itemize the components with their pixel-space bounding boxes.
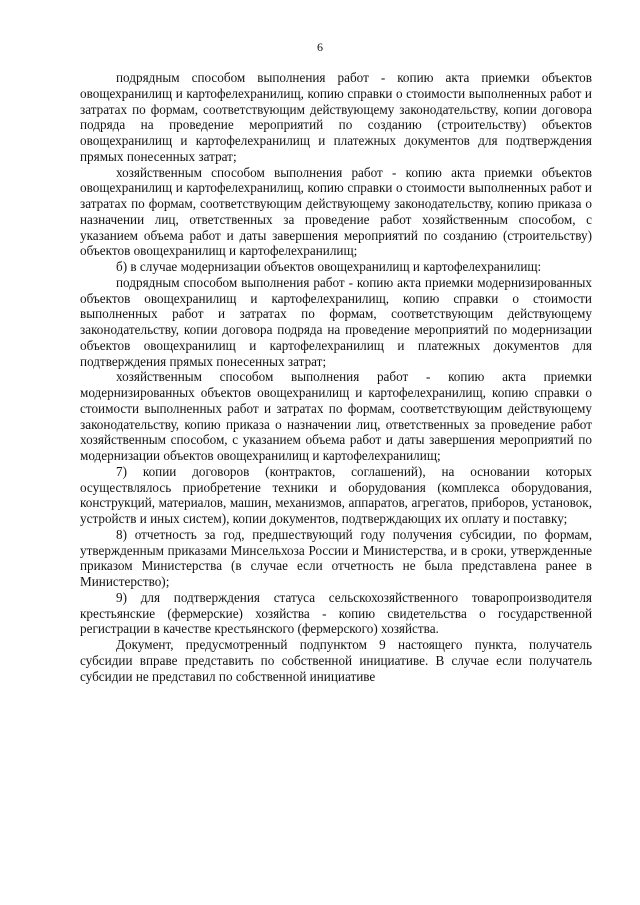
paragraph-own-method-modernization: хозяйственным способом выполнения работ - копию акта приемки модернизированных объектов овощехранилищ и картофелехранилищ, копию справки о стоимости выполненных работ и затратах по формам, соответствующим действующему законодательству, копию приказа о назначении лиц, ответственных за проведение работ хозяйственным способом, с указанием объема работ и даты завершения мероприятий по модернизации объектов овощехранилищ и картофелехранилищ; [80, 369, 592, 463]
document-body [80, 70, 592, 684]
paragraph-item-9: 9) для подтверждения статуса сельскохозяйственного товаропроизводителя крестьянские (фермерские) хозяйства - копию свидетельства о государственной регистрации в качестве крестьянского (фермерского) хозяйства. [80, 589, 592, 637]
paragraph-document-note: Документ, предусмотренный подпунктом 9 настоящего пункта, получатель субсидии вправе представить по собственной инициативе. В случае если получатель субсидии не представил по собственной инициативе [80, 637, 592, 684]
paragraph-contract-method-creation: подрядным способом выполнения работ - копию акта приемки объектов овощехранилищ и картофелехранилищ, копию справки о стоимости выполненных работ и затратах по формам, соответствующим действующему законодательству, копии договора подряда на проведение мероприятий по созданию (строительству) объектов овощехранилищ и картофелехранилищ и платежных документов для подтверждения прямых понесенных затрат; [80, 70, 592, 164]
paragraph-item-7: 7) копии договоров (контрактов, соглашений), на основании которых осуществлялось приобретение техники и оборудования (комплекса оборудования, конструкций, материалов, машин, механизмов, аппаратов, агрегатов, приборов, установок, устройств и иных систем), копии документов, подтверждающих их оплату и поставку; [80, 463, 592, 526]
paragraph-item-6b: б) в случае модернизации объектов овощехранилищ и картофелехранилищ: [116, 259, 542, 274]
paragraph-own-method-creation: хозяйственным способом выполнения работ - копию акта приемки объектов овощехранилищ и картофелехранилищ, копию справки о стоимости выполненных работ и затратах по формам, соответствующим действующему законодательству, копию приказа о назначении лиц, ответственных за проведение работ хозяйственным способом, с указанием объема работ и даты завершения мероприятий по созданию (строительству) объектов овощехранилищ и картофелехранилищ; [80, 164, 592, 259]
page-number: 6 [317, 40, 323, 54]
paragraph-contract-method-modernization: подрядным способом выполнения работ - копию акта приемки модернизированных объектов овощехранилищ и картофелехранилищ, копию справки о стоимости выполненных работ и затратах по формам, соответствующим действующему законодательству, копии договора подряда на проведение мероприятий по модернизации объектов овощехранилищ и картофелехранилищ и платежных документов для подтверждения прямых понесенных затрат; [80, 274, 592, 369]
paragraph-item-8: 8) отчетность за год, предшествующий году получения субсидии, по формам, утвержденным приказами Минсельхоза России и Министерства, и в сроки, утвержденные приказом Министерства (в случае если отчетность не была представлена ранее в Министерство); [80, 526, 592, 589]
